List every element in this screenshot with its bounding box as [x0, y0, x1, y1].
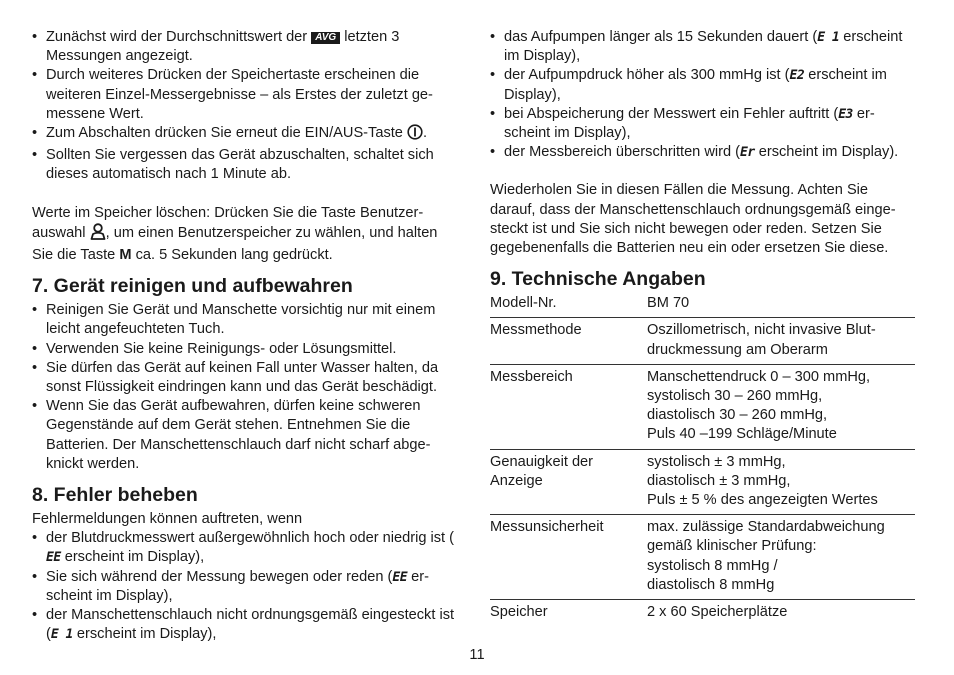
table-row — [490, 449, 915, 515]
error-code: E 1 — [817, 30, 840, 45]
table-row — [490, 294, 915, 318]
page-number: 11 — [469, 647, 485, 663]
spec-value: Manschettendruck 0 – 300 mmHg, systolisch 30 – 260 mmHg, diastolisch 30 – 260 mmHg, Puls 40 –199 Schläge/Minute — [647, 364, 915, 449]
error-code: EE — [392, 569, 408, 585]
error-bullet-list-continued — [490, 28, 915, 162]
list-item: • Sie sich während der Messung bewegen oder reden (EE erscheint im Display), — [32, 568, 462, 606]
list-item: • Wenn Sie das Gerät aufbewahren, dürfen keine schweren Gegenstände auf dem Gerät stehen. Entnehmen Sie die Batterien. Der Manschettenschlauch darf nicht scharf abgeknickt werden. — [32, 397, 462, 474]
list-item: • Sie dürfen das Gerät auf keinen Fall unter Wasser halten, da sonst Flüssigkeit eindringen kann und das Gerät beschädigt. — [32, 359, 462, 397]
section-9-heading: 9. Technische Angaben — [490, 268, 706, 291]
section-7-heading: 7. Gerät reinigen und aufbewahren — [32, 275, 353, 298]
spec-value: 2 x 60 Speicherplätze — [647, 604, 788, 621]
spec-label: Speicher — [490, 604, 548, 621]
right-column — [490, 28, 915, 626]
memory-bullet-list — [32, 28, 462, 185]
spec-label: Messunsicherheit — [490, 515, 647, 600]
table-row — [490, 364, 915, 449]
list-item: • der Aufpumpdruck höher als 300 mmHg ist (E2 erscheint im Display), — [490, 66, 915, 104]
left-column — [32, 28, 462, 644]
list-item: • Zum Abschalten drücken Sie erneut die EIN/AUS-Taste . — [32, 124, 462, 146]
error-bullet-list — [32, 529, 462, 644]
error-code: E 1 — [50, 627, 73, 643]
error-code: EE — [46, 550, 61, 566]
list-item: • der Messbereich überschritten wird (Er erscheint im Display). — [490, 143, 915, 162]
spec-value: systolisch ± 3 mmHg, diastolisch ± 3 mmHg, Puls ± 5 % des angezeigten Wertes — [647, 449, 915, 515]
power-button-icon — [407, 124, 423, 146]
delete-memory-paragraph: Werte im Speicher löschen: Drücken Sie die Taste Benutzerauswahl , um einen Benutzerspeicher zu wählen, und halten Sie die Taste M ca. 5 Sekunden lang gedrückt. — [32, 204, 438, 264]
repeat-measurement-paragraph: Wiederholen Sie in diesen Fällen die Messung. Achten Sie darauf, dass der Manschettenschlauch ordnungsgemäß eingesteckt ist und Sie sich nicht bewegen oder reden. Setzen Sie gegebenenfalls die Batterien neu ein oder ersetzen Sie diese. — [490, 182, 896, 257]
list-item: • Durch weiteres Drücken der Speichertaste erscheinen die weiteren Einzel-Messergebnisse – als Erstes der zuletzt gemessene Wert. — [32, 66, 462, 124]
spec-label: Messmethode — [490, 318, 647, 364]
error-code: E3 — [838, 106, 853, 122]
spec-value: max. zulässige Standardabweichung gemäß klinischer Prüfung: systolisch 8 mmHg / diastolisch 8 mmHg — [647, 515, 915, 600]
spec-table — [490, 294, 915, 626]
key-m-label: M — [119, 247, 132, 264]
error-code: Er — [740, 145, 755, 161]
list-item: • Reinigen Sie Gerät und Manschette vorsichtig nur mit einem leicht angefeuchteten Tuch. — [32, 301, 462, 339]
error-code: E2 — [789, 68, 805, 84]
list-item: • Verwenden Sie keine Reinigungs- oder Lösungsmittel. — [32, 340, 462, 359]
list-item: • Sollten Sie vergessen das Gerät abzuschalten, schaltet sich dieses automatisch nach 1 Minute ab. — [32, 146, 462, 184]
list-item: • das Aufpumpen länger als 15 Sekunden dauert (E 1 erscheint im Display), — [490, 28, 915, 66]
spec-value: Oszillometrisch, nicht invasive Blutdruckmessung am Oberarm — [647, 318, 915, 364]
user-select-icon — [90, 223, 106, 246]
spec-label: Messbereich — [490, 364, 647, 449]
table-row — [490, 515, 915, 600]
list-item: • Zunächst wird der Durchschnittswert der AVG letzten 3 Messungen angezeigt. — [32, 28, 462, 66]
spec-label: Genauigkeit der Anzeige — [490, 449, 647, 515]
spec-value: BM 70 — [647, 294, 915, 318]
avg-badge: AVG — [311, 32, 340, 44]
section-8-heading: 8. Fehler beheben — [32, 484, 198, 507]
error-intro: Fehlermeldungen können auftreten, wenn — [32, 511, 303, 528]
list-item: • der Blutdruckmesswert außergewöhnlich hoch oder niedrig ist (EE erscheint im Display), — [32, 529, 462, 567]
table-row — [490, 600, 915, 627]
spec-label: Modell-Nr. — [490, 294, 647, 318]
list-item: • bei Abspeicherung der Messwert ein Fehler auftritt (E3 erscheint im Display), — [490, 105, 915, 143]
list-item: • der Manschettenschlauch nicht ordnungsgemäß eingesteckt ist (E 1 erscheint im Display), — [32, 606, 462, 644]
table-row — [490, 318, 915, 364]
cleaning-bullet-list — [32, 301, 462, 474]
